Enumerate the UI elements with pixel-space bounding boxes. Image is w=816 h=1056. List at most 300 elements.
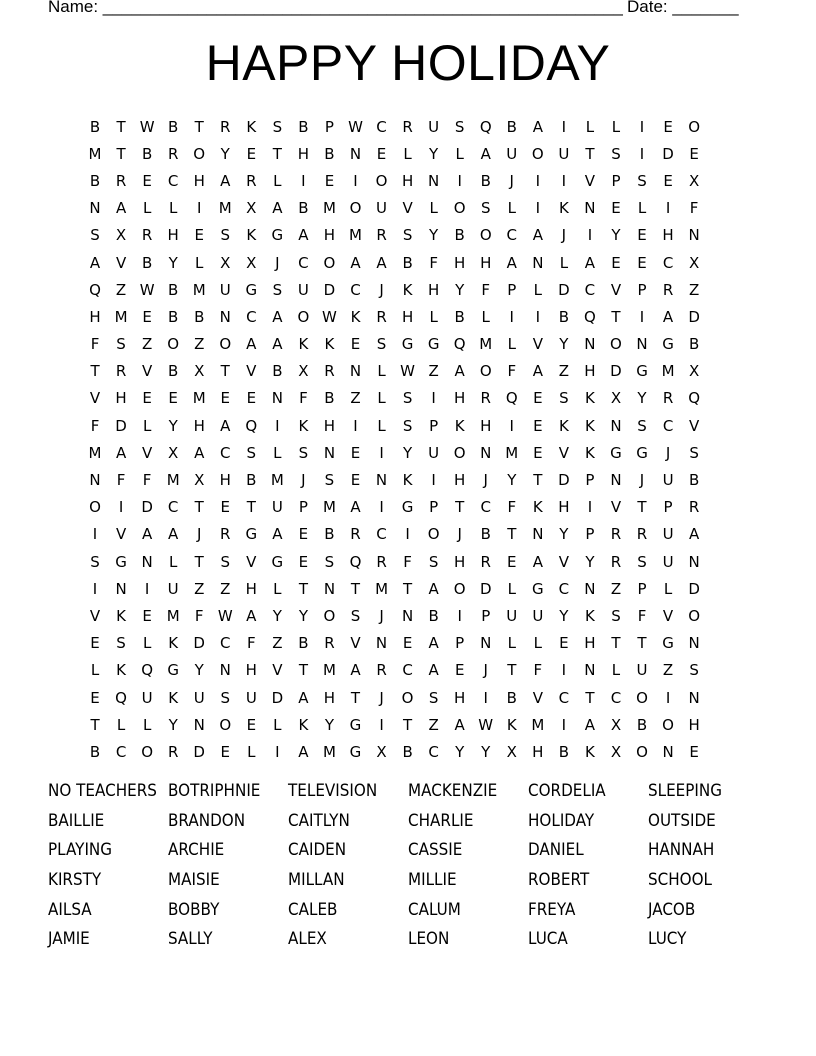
grid-letter: S	[559, 389, 569, 408]
grid-letter: S	[637, 552, 647, 571]
grid-letter: V	[610, 498, 622, 517]
grid-letter: T	[246, 498, 256, 517]
grid-letter: K	[298, 416, 309, 435]
grid-letter: B	[402, 253, 413, 272]
grid-letter: J	[379, 606, 384, 625]
grid-letter: B	[298, 199, 309, 218]
grid-letter: P	[455, 634, 465, 653]
grid-letter: T	[507, 525, 517, 544]
grid-letter: B	[558, 742, 570, 761]
grid-letter: L	[403, 144, 412, 163]
grid-letter: G	[662, 634, 674, 653]
grid-letter: L	[533, 634, 542, 653]
grid-letter: H	[427, 280, 440, 299]
grid-letter: X	[376, 742, 387, 761]
grid-letter: P	[585, 525, 595, 544]
grid-row	[82, 575, 707, 602]
grid-letter: Y	[611, 226, 621, 245]
grid-letter: X	[688, 253, 700, 272]
grid-letter: N	[662, 742, 674, 761]
grid-letter: P	[324, 117, 334, 136]
grid-letter: I	[535, 199, 541, 218]
grid-letter: R	[167, 742, 179, 761]
grid-letter: E	[689, 742, 699, 761]
grid-letter: O	[479, 362, 492, 381]
grid-letter: I	[275, 416, 280, 435]
grid-letter: I	[144, 579, 150, 598]
grid-letter: L	[455, 144, 464, 163]
grid-row	[82, 738, 707, 765]
grid-letter: W	[139, 117, 155, 136]
grid-letter: E	[142, 171, 152, 190]
grid-letter: L	[611, 661, 621, 680]
grid-letter: B	[141, 144, 153, 163]
grid-letter: S	[324, 471, 335, 490]
grid-letter: O	[427, 525, 440, 544]
grid-letter: O	[479, 226, 492, 245]
grid-letter: S	[689, 443, 699, 462]
grid-letter: C	[350, 280, 361, 299]
grid-letter: F	[689, 199, 699, 218]
grid-letter: G	[610, 443, 622, 462]
grid-letter: A	[428, 661, 439, 680]
grid-letter: S	[637, 171, 647, 190]
grid-letter: P	[637, 579, 647, 598]
grid-letter: B	[402, 742, 413, 761]
grid-letter: S	[350, 606, 361, 625]
grid-letter: Q	[688, 389, 700, 408]
grid-letter: L	[663, 579, 673, 598]
grid-letter: Y	[585, 552, 595, 571]
grid-letter: L	[559, 253, 569, 272]
grid-letter: E	[142, 606, 152, 625]
grid-letter: L	[116, 715, 126, 734]
grid-letter: J	[665, 443, 671, 462]
word-bank-item: CAITLYN	[288, 810, 350, 830]
name-field-label[interactable]: Name: _______________________________________________________	[48, 0, 623, 16]
grid-letter: I	[431, 471, 436, 490]
grid-letter: E	[663, 117, 673, 136]
grid-letter: R	[480, 552, 491, 571]
grid-letter: J	[561, 226, 567, 245]
grid-letter: H	[454, 552, 466, 571]
grid-letter: I	[535, 307, 541, 326]
grid-letter: C	[402, 661, 413, 680]
grid-letter: K	[506, 715, 517, 734]
word-bank-item: BAILLIE	[48, 810, 105, 830]
grid-letter: Z	[194, 335, 205, 354]
grid-letter: Q	[479, 117, 492, 136]
grid-letter: E	[402, 634, 413, 653]
grid-letter: N	[375, 471, 388, 490]
grid-letter: C	[376, 525, 387, 544]
grid-letter: E	[298, 525, 309, 544]
grid-letter: Y	[324, 715, 335, 734]
grid-letter: E	[350, 335, 361, 354]
grid-letter: U	[558, 144, 570, 163]
grid-letter: P	[585, 471, 595, 490]
grid-letter: S	[90, 226, 100, 245]
grid-letter: K	[116, 606, 126, 625]
grid-letter: T	[272, 144, 282, 163]
grid-letter: H	[323, 688, 336, 707]
word-bank-item: TELEVISION	[288, 781, 378, 800]
grid-letter: C	[115, 742, 127, 761]
grid-letter: J	[483, 471, 488, 490]
grid-letter: E	[533, 389, 543, 408]
grid-letter: X	[246, 199, 257, 218]
grid-letter: A	[688, 525, 700, 544]
grid-letter: E	[142, 307, 152, 326]
grid-letter: O	[636, 688, 648, 707]
grid-letter: V	[272, 661, 283, 680]
grid-letter: V	[688, 416, 700, 435]
grid-letter: R	[610, 525, 622, 544]
grid-letter: T	[298, 661, 308, 680]
grid-letter: B	[141, 253, 153, 272]
grid-letter: L	[90, 661, 100, 680]
grid-letter: D	[193, 634, 205, 653]
grid-letter: R	[376, 661, 387, 680]
grid-letter: B	[454, 307, 465, 326]
grid-letter: V	[610, 280, 622, 299]
grid-letter: S	[246, 443, 257, 462]
grid-letter: B	[246, 471, 257, 490]
grid-letter: L	[611, 117, 621, 136]
word-bank-item: CHARLIE	[408, 810, 474, 830]
grid-letter: A	[532, 362, 543, 381]
grid-letter: D	[688, 579, 700, 598]
grid-letter: K	[454, 416, 465, 435]
grid-letter: H	[584, 362, 596, 381]
grid-letter: V	[246, 552, 257, 571]
grid-letter: H	[454, 253, 466, 272]
grid-letter: O	[688, 606, 700, 625]
grid-letter: D	[271, 688, 284, 707]
grid-letter: C	[167, 171, 179, 190]
grid-letter: N	[349, 144, 362, 163]
grid-letter: O	[453, 443, 466, 462]
grid-letter: A	[532, 117, 543, 136]
grid-letter: O	[688, 117, 700, 136]
grid-letter: N	[688, 688, 700, 707]
grid-letter: J	[301, 471, 306, 490]
grid-letter: J	[509, 171, 514, 190]
grid-row	[82, 276, 707, 303]
grid-letter: Y	[429, 144, 439, 163]
grid-letter: I	[379, 443, 384, 462]
grid-letter: V	[662, 606, 674, 625]
grid-letter: J	[275, 253, 280, 272]
word-bank-item: HANNAH	[648, 840, 715, 860]
grid-letter: A	[532, 226, 543, 245]
grid-letter: R	[167, 144, 179, 163]
grid-letter: M	[531, 715, 545, 734]
grid-letter: D	[558, 280, 570, 299]
grid-letter: A	[141, 525, 153, 544]
grid-letter: R	[220, 117, 231, 136]
grid-letter: B	[89, 171, 101, 190]
grid-letter: S	[480, 199, 491, 218]
grid-letter: B	[324, 525, 335, 544]
grid-letter: X	[688, 171, 700, 190]
grid-letter: A	[428, 634, 439, 653]
grid-letter: S	[220, 226, 231, 245]
grid-letter: R	[688, 498, 700, 517]
grid-letter: C	[246, 307, 257, 326]
word-bank-item: ARCHIE	[168, 840, 225, 860]
grid-letter: R	[662, 280, 674, 299]
grid-letter: E	[350, 443, 361, 462]
grid-letter: E	[220, 498, 230, 517]
grid-letter: O	[219, 335, 232, 354]
grid-row	[82, 494, 707, 521]
grid-letter: L	[273, 443, 282, 462]
grid-letter: G	[245, 280, 258, 299]
grid-letter: P	[481, 606, 491, 625]
grid-letter: Y	[194, 661, 204, 680]
grid-row	[82, 630, 707, 657]
grid-letter: X	[220, 253, 231, 272]
grid-letter: A	[350, 498, 361, 517]
grid-letter: I	[196, 199, 202, 218]
grid-letter: N	[428, 171, 440, 190]
grid-letter: M	[270, 471, 284, 490]
grid-letter: B	[168, 307, 179, 326]
grid-letter: B	[324, 144, 335, 163]
grid-letter: X	[688, 362, 700, 381]
grid-letter: U	[167, 579, 179, 598]
grid-letter: H	[89, 307, 101, 326]
grid-letter: F	[194, 606, 204, 625]
grid-letter: P	[429, 416, 439, 435]
grid-letter: N	[401, 606, 414, 625]
word-bank-item: CALEB	[288, 899, 338, 919]
grid-letter: R	[324, 634, 335, 653]
grid-letter: A	[298, 688, 309, 707]
grid-letter: R	[376, 307, 387, 326]
grid-letter: V	[141, 443, 153, 462]
grid-letter: L	[273, 579, 282, 598]
grid-letter: U	[662, 552, 674, 571]
grid-letter: M	[218, 199, 232, 218]
grid-letter: F	[429, 253, 438, 272]
grid-letter: A	[115, 443, 127, 462]
grid-letter: O	[453, 579, 466, 598]
word-bank	[48, 778, 768, 956]
grid-letter: N	[480, 443, 492, 462]
grid-letter: H	[167, 226, 179, 245]
grid-letter: H	[245, 661, 257, 680]
grid-letter: I	[509, 307, 514, 326]
grid-letter: U	[245, 688, 257, 707]
grid-letter: G	[532, 579, 544, 598]
grid-letter: Q	[505, 389, 518, 408]
grid-letter: K	[584, 389, 595, 408]
grid-letter: D	[479, 579, 492, 598]
grid-letter: V	[246, 362, 257, 381]
grid-letter: O	[167, 335, 180, 354]
grid-letter: T	[116, 144, 126, 163]
grid-letter: B	[480, 171, 491, 190]
grid-letter: E	[533, 443, 543, 462]
grid-letter: R	[376, 226, 387, 245]
grid-letter: I	[509, 416, 514, 435]
grid-letter: I	[561, 661, 567, 680]
grid-letter: U	[219, 280, 231, 299]
grid-letter: A	[350, 661, 361, 680]
grid-letter: Y	[220, 144, 230, 163]
grid-letter: Y	[455, 742, 465, 761]
grid-letter: X	[246, 253, 257, 272]
word-bank-item: NO TEACHERS	[48, 781, 157, 800]
grid-letter: B	[298, 117, 309, 136]
grid-letter: H	[401, 307, 414, 326]
grid-letter: M	[88, 443, 102, 462]
grid-letter: Z	[428, 362, 439, 381]
word-bank-item: JACOB	[648, 899, 696, 919]
grid-letter: V	[141, 362, 153, 381]
grid-letter: B	[298, 634, 309, 653]
grid-letter: L	[377, 389, 386, 408]
grid-letter: D	[141, 498, 153, 517]
grid-letter: Z	[558, 362, 569, 381]
grid-row	[82, 439, 707, 466]
grid-letter: S	[454, 117, 465, 136]
grid-letter: K	[402, 471, 413, 490]
grid-letter: A	[272, 525, 283, 544]
grid-letter: Y	[272, 606, 282, 625]
grid-letter: T	[194, 498, 204, 517]
grid-letter: I	[353, 416, 358, 435]
grid-letter: K	[116, 661, 126, 680]
grid-letter: K	[584, 742, 595, 761]
grid-letter: A	[480, 144, 491, 163]
grid-letter: I	[639, 144, 645, 163]
grid-letter: A	[350, 253, 361, 272]
grid-letter: P	[611, 171, 621, 190]
grid-letter: X	[610, 389, 622, 408]
grid-letter: U	[193, 688, 205, 707]
grid-letter: A	[272, 335, 283, 354]
grid-letter: N	[584, 335, 596, 354]
grid-letter: T	[611, 634, 621, 653]
grid-row	[82, 602, 707, 629]
grid-letter: B	[272, 362, 283, 381]
grid-letter: L	[377, 362, 386, 381]
grid-letter: A	[506, 253, 517, 272]
grid-letter: S	[402, 226, 413, 245]
grid-letter: M	[322, 661, 336, 680]
grid-row	[82, 358, 707, 385]
grid-letter: E	[533, 416, 543, 435]
grid-letter: T	[585, 688, 595, 707]
grid-letter: Y	[559, 525, 569, 544]
grid-letter: R	[610, 552, 622, 571]
grid-letter: M	[88, 144, 102, 163]
grid-letter: Q	[141, 661, 154, 680]
word-bank-item: MACKENZIE	[408, 781, 498, 800]
grid-letter: T	[194, 552, 204, 571]
grid-letter: N	[636, 335, 648, 354]
grid-letter: C	[376, 117, 387, 136]
grid-letter: U	[141, 688, 153, 707]
grid-letter: E	[559, 634, 569, 653]
grid-letter: C	[662, 253, 674, 272]
grid-letter: M	[661, 362, 675, 381]
grid-letter: D	[610, 362, 622, 381]
grid-letter: M	[322, 742, 336, 761]
grid-letter: Y	[637, 389, 647, 408]
grid-letter: G	[636, 362, 648, 381]
grid-letter: E	[194, 226, 204, 245]
grid-letter: R	[115, 362, 127, 381]
grid-letter: S	[611, 606, 621, 625]
grid-letter: E	[220, 389, 230, 408]
grid-letter: S	[90, 552, 100, 571]
date-field-label[interactable]: Date: _______	[627, 0, 739, 16]
grid-letter: Y	[507, 471, 517, 490]
word-bank-item: KIRSTY	[48, 870, 102, 890]
grid-letter: Y	[168, 416, 178, 435]
grid-letter: N	[219, 307, 231, 326]
grid-letter: S	[611, 144, 621, 163]
grid-letter: O	[610, 335, 622, 354]
grid-letter: I	[483, 688, 488, 707]
grid-letter: H	[584, 634, 596, 653]
grid-letter: A	[532, 552, 543, 571]
grid-letter: C	[298, 253, 309, 272]
grid-letter: T	[637, 498, 647, 517]
grid-letter: M	[349, 226, 362, 245]
grid-letter: A	[298, 226, 309, 245]
grid-letter: R	[115, 171, 127, 190]
grid-letter: R	[246, 171, 257, 190]
grid-letter: S	[428, 688, 439, 707]
grid-letter: B	[506, 688, 517, 707]
grid-letter: G	[245, 525, 258, 544]
grid-letter: Q	[89, 280, 101, 299]
grid-letter: U	[271, 498, 283, 517]
grid-letter: O	[219, 715, 232, 734]
grid-letter: I	[535, 171, 541, 190]
grid-letter: L	[247, 742, 256, 761]
grid-letter: E	[246, 389, 257, 408]
grid-row	[82, 140, 707, 167]
grid-letter: O	[375, 171, 388, 190]
grid-letter: T	[611, 307, 621, 326]
grid-letter: I	[639, 307, 645, 326]
grid-letter: Y	[559, 335, 569, 354]
grid-letter: F	[299, 389, 308, 408]
grid-letter: F	[116, 471, 126, 490]
word-bank-item: OUTSIDE	[648, 810, 716, 830]
word-bank-item: ROBERT	[528, 870, 590, 890]
grid-letter: L	[507, 634, 516, 653]
grid-letter: B	[506, 117, 517, 136]
grid-letter: E	[90, 634, 100, 653]
grid-letter: D	[115, 416, 127, 435]
grid-letter: O	[453, 199, 466, 218]
grid-row	[82, 249, 707, 276]
grid-letter: K	[532, 498, 543, 517]
grid-letter: F	[481, 280, 491, 299]
word-bank-item: AILSA	[48, 899, 92, 919]
grid-letter: M	[479, 335, 493, 354]
word-bank-item: CASSIE	[408, 840, 463, 860]
grid-letter: F	[142, 471, 152, 490]
grid-letter: B	[89, 117, 101, 136]
